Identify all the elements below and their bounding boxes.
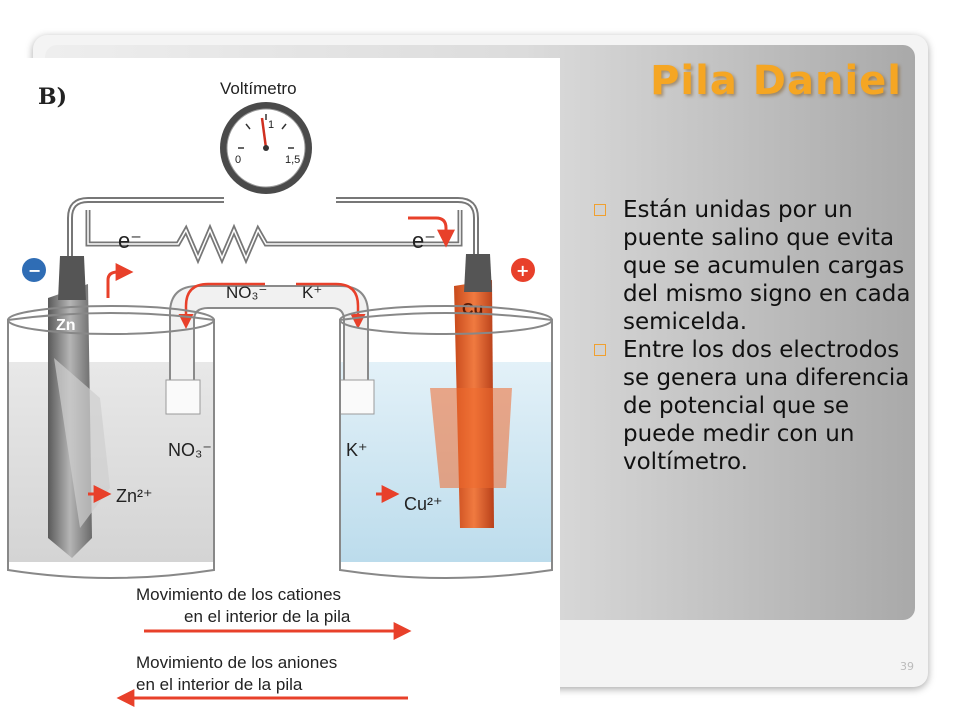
- svg-text:−: −: [28, 261, 42, 280]
- svg-text:e⁻: e⁻: [412, 228, 436, 253]
- svg-text:K⁺: K⁺: [346, 440, 368, 460]
- svg-text:Cu: Cu: [462, 301, 484, 318]
- svg-text:0: 0: [235, 154, 242, 166]
- bullet-text: Entre los dos electrodos se genera una diferencia de potencial que se puede medir con un voltímetro.: [623, 337, 910, 475]
- slide-title: Pila Daniel: [650, 58, 902, 104]
- voltmeter-label: Voltímetro: [220, 79, 297, 98]
- page-number: 39: [900, 660, 914, 673]
- square-bullet-icon: [594, 344, 606, 356]
- svg-text:Zn: Zn: [56, 317, 76, 334]
- daniell-cell-diagram: [0, 58, 560, 720]
- electron-flow-left-arrow: [108, 272, 130, 298]
- svg-text:NO₃⁻: NO₃⁻: [168, 440, 212, 460]
- bullet-item: [590, 196, 920, 336]
- square-bullet-icon: [594, 204, 606, 216]
- zinc-clip-icon: [58, 256, 86, 300]
- svg-text:1: 1: [268, 119, 275, 131]
- daniell-cell-figure: [0, 58, 560, 720]
- svg-text:K⁺: K⁺: [302, 283, 323, 302]
- svg-text:Cu²⁺: Cu²⁺: [404, 494, 443, 514]
- copper-clip-icon: [464, 254, 492, 292]
- svg-text:en el interior de la pila: en el interior de la pila: [184, 607, 351, 626]
- svg-text:1,5: 1,5: [285, 154, 301, 166]
- panel-label: B): [38, 84, 68, 110]
- bullet-item: [590, 336, 920, 476]
- svg-text:+: +: [516, 261, 530, 280]
- svg-text:Movimiento de los aniones: Movimiento de los aniones: [136, 653, 338, 672]
- bullet-list: [590, 196, 920, 476]
- svg-text:en el interior de la pila: en el interior de la pila: [136, 675, 303, 694]
- right-wire: [336, 200, 476, 298]
- svg-text:Movimiento de los cationes: Movimiento de los cationes: [136, 585, 342, 604]
- bullet-text: Están unidas por un puente salino que evita que se acumulen cargas del mismo signo en cada semicelda.: [623, 197, 911, 335]
- svg-text:NO₃⁻: NO₃⁻: [226, 283, 268, 302]
- svg-text:e⁻: e⁻: [118, 228, 142, 253]
- resistor-wire: [88, 210, 460, 258]
- svg-text:Zn²⁺: Zn²⁺: [116, 486, 153, 506]
